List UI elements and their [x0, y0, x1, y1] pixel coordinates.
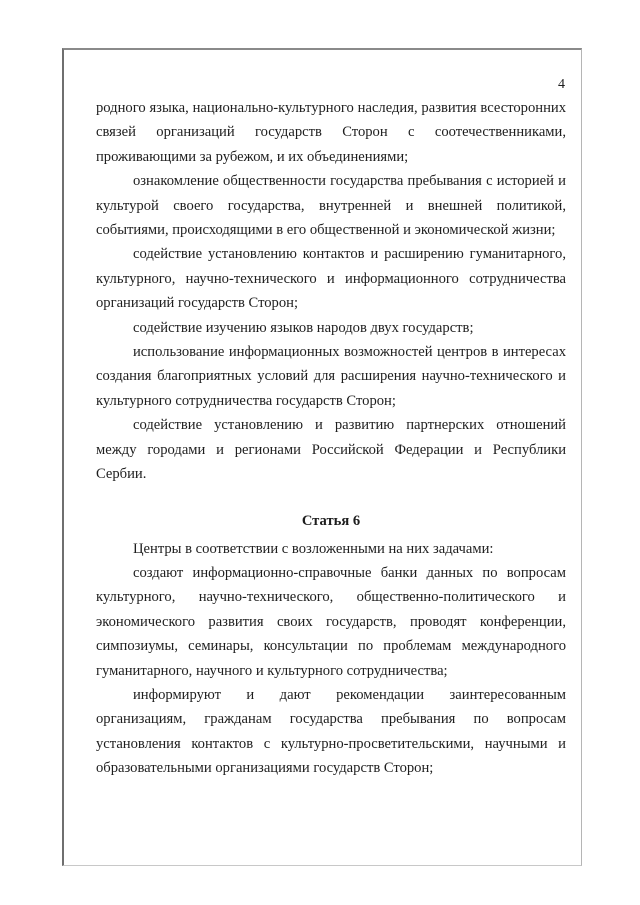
- paragraph-continuation: родного языка, национально-культурного наследия, развития всесторонних связей организаций государств Сторон с соотечественниками, проживающими за рубежом, и их объединениями;: [96, 100, 566, 165]
- paragraph: содействие изучению языков народов двух государств;: [133, 319, 474, 336]
- paragraph: информируют и дают рекомендации заинтересованным организациям, гражданам государства пребывания по вопросам установления контактов с культурно-просветительскими, научными и образовательными организациями государств Сторон;: [96, 686, 566, 777]
- page-number: 4: [558, 77, 565, 92]
- paragraph: создают информационно-справочные банки данных по вопросам культурного, научно-технического, общественно-политического и экономического развития своих государств, проводят конференции, симпозиумы, семинары, консультации по проблемам международного гуманитарного, научного и культурного сотрудничества;: [96, 564, 566, 679]
- paragraph: содействие установлению контактов и расширению гуманитарного, культурного, научно-технического и информационного сотрудничества организаций государств Сторон;: [96, 246, 566, 312]
- document-body: [96, 96, 566, 781]
- paragraph: использование информационных возможностей центров в интересах создания благоприятных условий для расширения научно-технического и культурного сотрудничества государств Сторон;: [96, 344, 566, 409]
- paragraph: содействие установлению и развитию партнерских отношений между городами и регионами Российской Федерации и Республики Сербии.: [96, 417, 566, 483]
- paragraph: ознакомление общественности государства пребывания с историей и культурой своего государства, внутренней и внешней политикой, событиями, происходящими в его общественной и экономической жизни;: [96, 173, 566, 239]
- article-intro: Центры в соответствии с возложенными на них задачами:: [133, 540, 494, 557]
- article-heading: Статья 6: [301, 512, 361, 529]
